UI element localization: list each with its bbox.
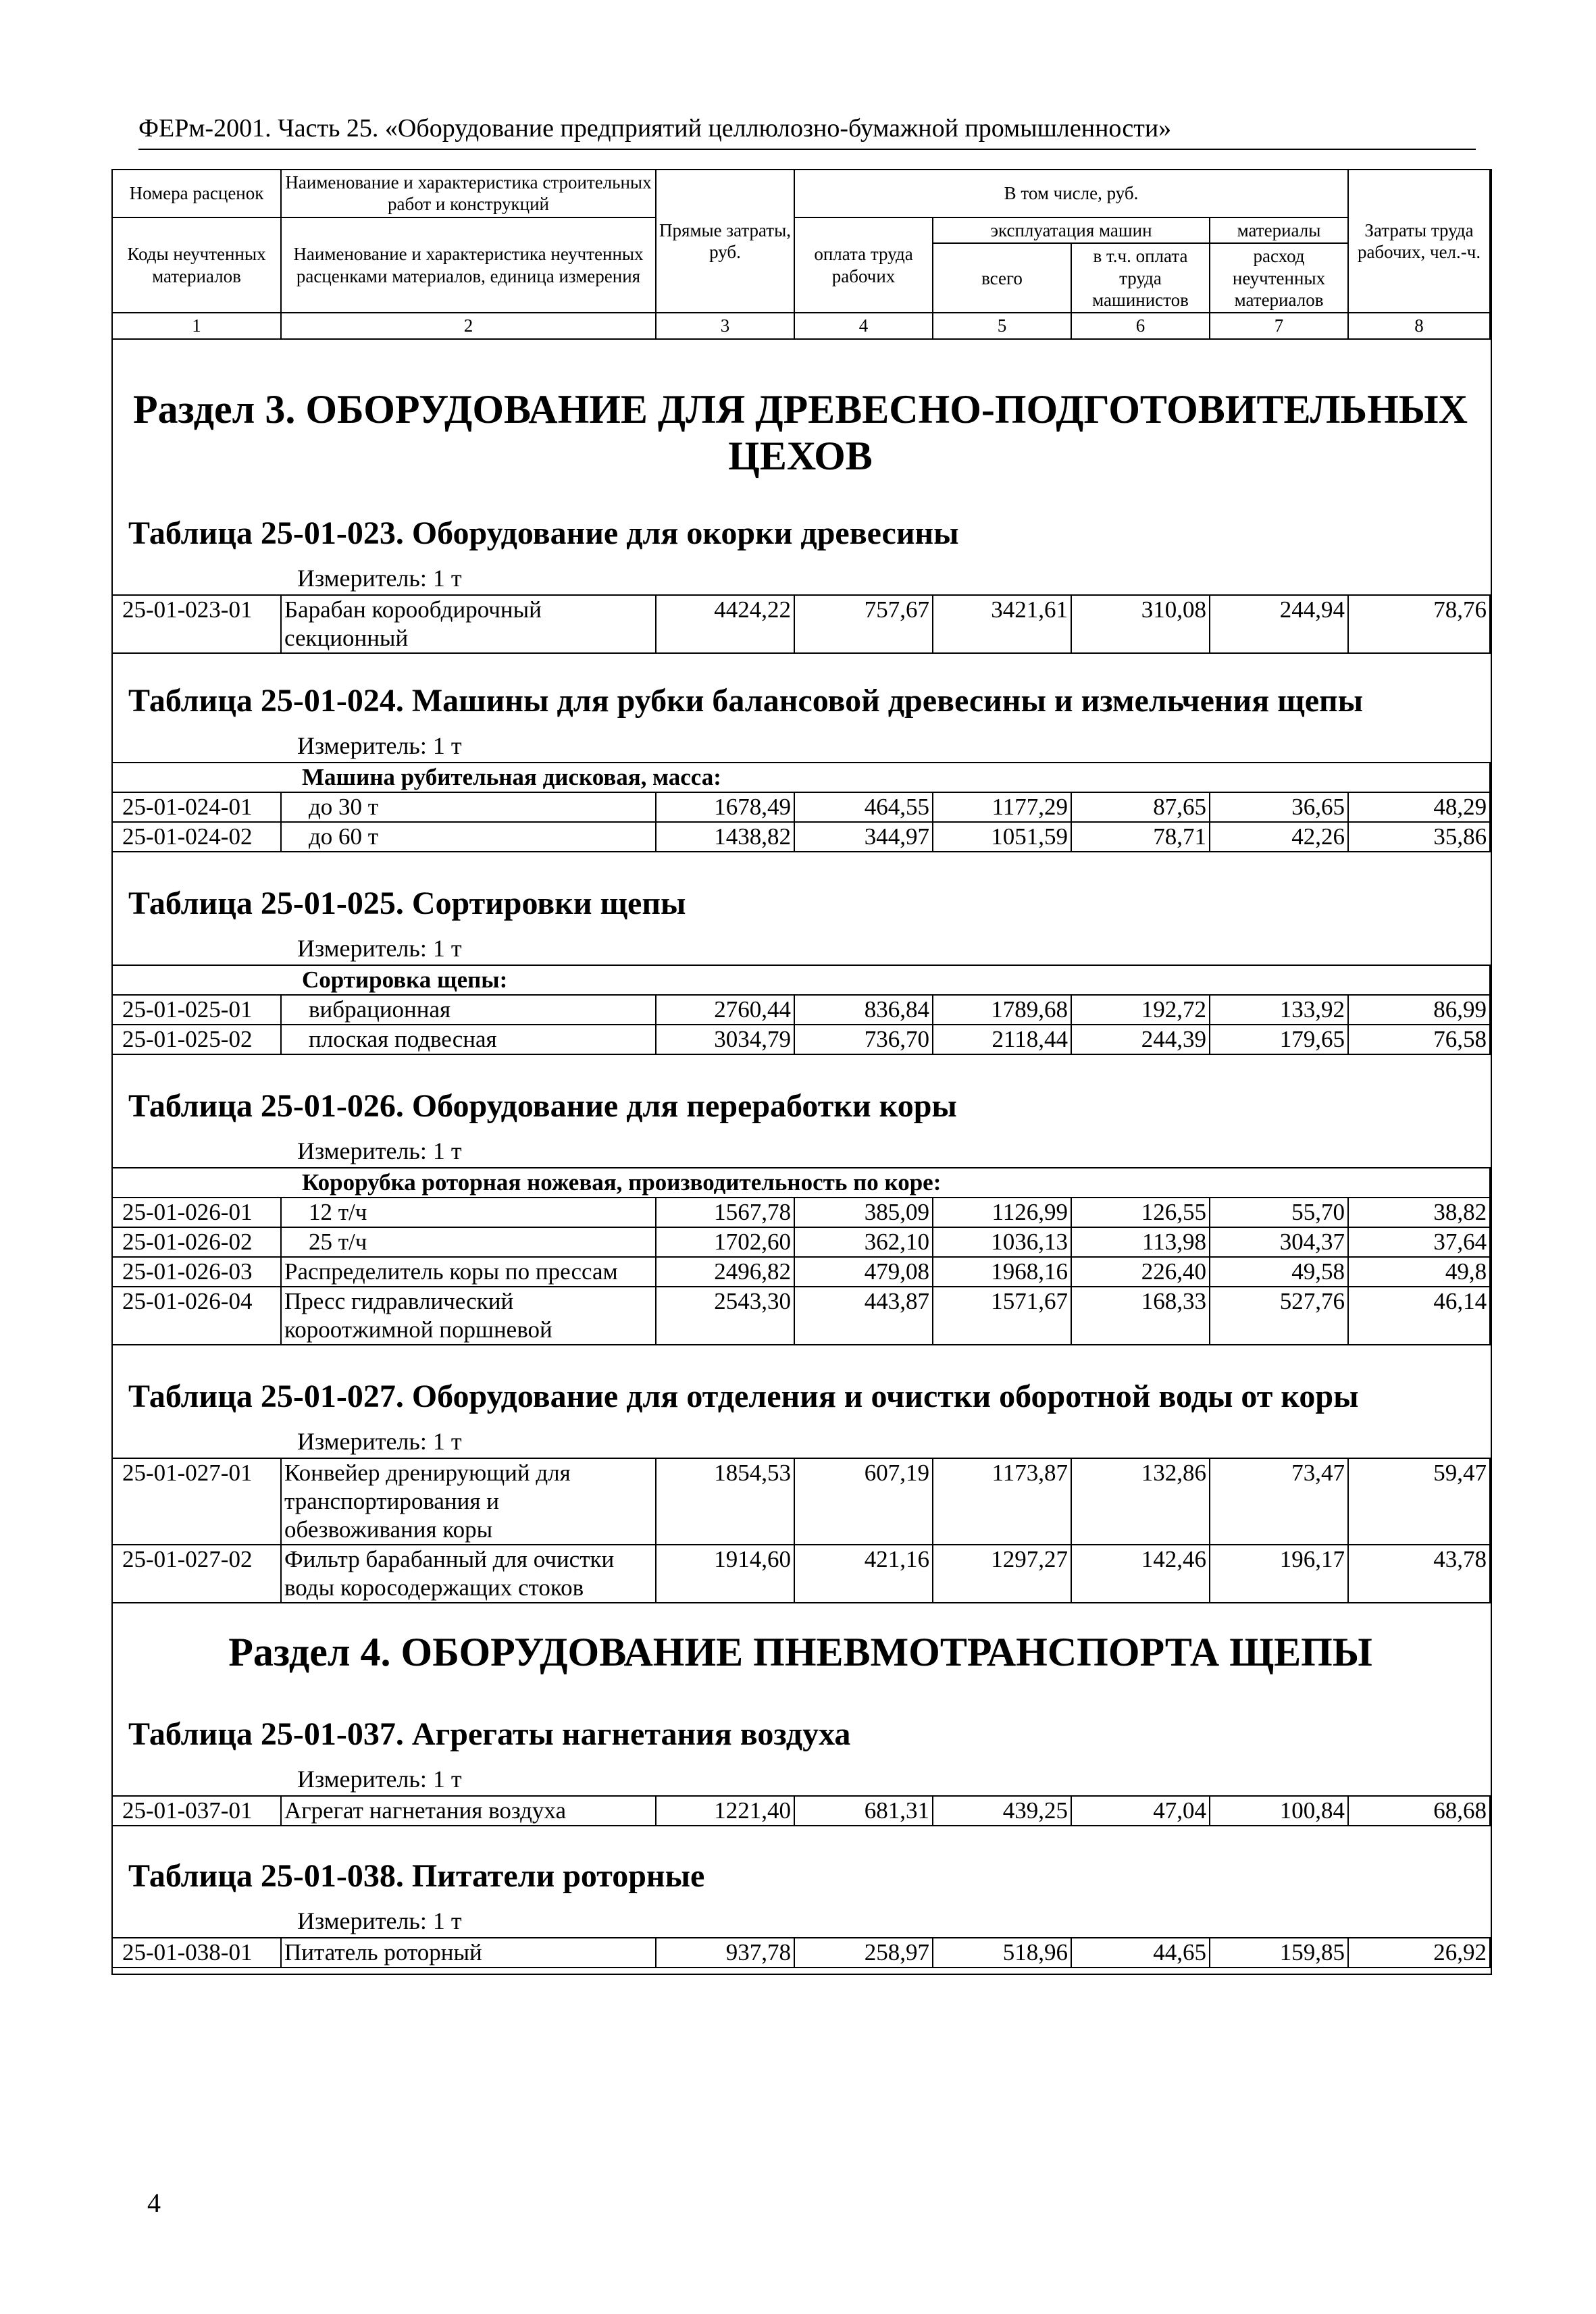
row-name: Барабан корообдирочный секционный xyxy=(281,595,656,653)
table-026-title: Таблица 25-01-026. Оборудование для переработки коры xyxy=(128,1088,957,1124)
row-value: 1126,99 xyxy=(933,1198,1071,1227)
table-025-title: Таблица 25-01-025. Сортировки щепы xyxy=(128,885,686,921)
table-024 xyxy=(111,762,1491,852)
row-value: 443,87 xyxy=(794,1287,933,1345)
row-value: 43,78 xyxy=(1348,1545,1490,1603)
table-row xyxy=(112,1257,1490,1287)
row-value: 1036,13 xyxy=(933,1227,1071,1257)
table-024-title: Таблица 25-01-024. Машины для рубки балансовой древесины и измельчения щепы xyxy=(128,683,1364,719)
row-value: 196,17 xyxy=(1210,1545,1348,1603)
row-value: 87,65 xyxy=(1071,792,1210,822)
table-row xyxy=(112,1545,1490,1603)
table-row xyxy=(112,995,1490,1025)
col4-header: оплата труда рабочих xyxy=(794,217,933,313)
row-value: 1571,67 xyxy=(933,1287,1071,1345)
col3-header: Прямые затраты, руб. xyxy=(656,170,794,313)
row-value: 244,39 xyxy=(1071,1025,1210,1054)
row-value: 464,55 xyxy=(794,792,933,822)
row-value: 4424,22 xyxy=(656,595,794,653)
row-value: 68,68 xyxy=(1348,1796,1490,1826)
col5-header: всего xyxy=(933,243,1071,312)
row-value: 38,82 xyxy=(1348,1198,1490,1227)
row-code: 25-01-026-04 xyxy=(112,1287,281,1345)
table-row xyxy=(112,792,1490,822)
section-3-title: Раздел 3. ОБОРУДОВАНИЕ ДЛЯ ДРЕВЕСНО-ПОДГОТОВИТЕЛЬНЫХ ЦЕХОВ xyxy=(133,387,1468,478)
row-value: 3421,61 xyxy=(933,595,1071,653)
col2-subheader: Наименование и характеристика неучтенных расценками материалов, единица измерения xyxy=(281,217,656,313)
row-value: 26,92 xyxy=(1348,1938,1490,1968)
row-value: 159,85 xyxy=(1210,1938,1348,1968)
row-value: 1173,87 xyxy=(933,1458,1071,1545)
col2-header: Наименование и характеристика строительных работ и конструкций xyxy=(281,170,656,217)
table-023-title: Таблица 25-01-023. Оборудование для окорки древесины xyxy=(128,515,959,551)
row-value: 76,58 xyxy=(1348,1025,1490,1054)
row-value: 59,47 xyxy=(1348,1458,1490,1545)
row-code: 25-01-026-02 xyxy=(112,1227,281,1257)
row-value: 1968,16 xyxy=(933,1257,1071,1287)
row-value: 113,98 xyxy=(1071,1227,1210,1257)
row-name: вибрационная xyxy=(281,995,656,1025)
row-value: 73,47 xyxy=(1210,1458,1348,1545)
row-value: 518,96 xyxy=(933,1938,1071,1968)
table-row xyxy=(112,1198,1490,1227)
row-value: 937,78 xyxy=(656,1938,794,1968)
table-027-title: Таблица 25-01-027. Оборудование для отделения и очистки оборотной воды от коры xyxy=(128,1379,1359,1414)
row-value: 47,04 xyxy=(1071,1796,1210,1826)
table-027-unit: Измеритель: 1 т xyxy=(297,1428,462,1455)
table-026 xyxy=(111,1167,1491,1345)
row-value: 86,99 xyxy=(1348,995,1490,1025)
group-header: В том числе, руб. xyxy=(794,170,1348,217)
row-value: 49,8 xyxy=(1348,1257,1490,1287)
row-value: 244,94 xyxy=(1210,595,1348,653)
row-name: Распределитель коры по прессам xyxy=(281,1257,656,1287)
row-name: Конвейер дренирующий для транспортирования и обезвоживания коры xyxy=(281,1458,656,1545)
row-value: 304,37 xyxy=(1210,1227,1348,1257)
row-name: плоская подвесная xyxy=(281,1025,656,1054)
row-value: 1914,60 xyxy=(656,1545,794,1603)
table-row xyxy=(112,822,1490,852)
table-026-unit: Измеритель: 1 т xyxy=(297,1137,462,1164)
row-code: 25-01-026-01 xyxy=(112,1198,281,1227)
row-value: 1567,78 xyxy=(656,1198,794,1227)
row-value: 344,97 xyxy=(794,822,933,852)
row-value: 192,72 xyxy=(1071,995,1210,1025)
col-number: 5 xyxy=(933,313,1071,338)
row-value: 37,64 xyxy=(1348,1227,1490,1257)
row-value: 1854,53 xyxy=(656,1458,794,1545)
row-value: 132,86 xyxy=(1071,1458,1210,1545)
table-037-title: Таблица 25-01-037. Агрегаты нагнетания воздуха xyxy=(128,1716,851,1752)
row-value: 46,14 xyxy=(1348,1287,1490,1345)
row-value: 736,70 xyxy=(794,1025,933,1054)
row-value: 133,92 xyxy=(1210,995,1348,1025)
row-value: 142,46 xyxy=(1071,1545,1210,1603)
table-row xyxy=(112,1287,1490,1345)
table-row xyxy=(112,1796,1490,1826)
col-number: 4 xyxy=(794,313,933,338)
row-value: 179,65 xyxy=(1210,1025,1348,1054)
row-value: 607,19 xyxy=(794,1458,933,1545)
row-name: 12 т/ч xyxy=(281,1198,656,1227)
row-code: 25-01-038-01 xyxy=(112,1938,281,1968)
table-024-unit: Измеритель: 1 т xyxy=(297,732,462,759)
row-value: 527,76 xyxy=(1210,1287,1348,1345)
materials-label: материалы xyxy=(1210,218,1347,243)
col-number: 6 xyxy=(1071,313,1210,338)
section-4-title: Раздел 4. ОБОРУДОВАНИЕ ПНЕВМОТРАНСПОРТА ЩЕПЫ xyxy=(228,1630,1372,1674)
col1-subheader: Коды неучтенных материалов xyxy=(112,217,281,313)
table-038 xyxy=(111,1937,1491,1968)
row-value: 757,67 xyxy=(794,595,933,653)
column-header-table xyxy=(111,169,1491,340)
row-value: 362,10 xyxy=(794,1227,933,1257)
table-025-unit: Измеритель: 1 т xyxy=(297,935,462,962)
table-037-unit: Измеритель: 1 т xyxy=(297,1766,462,1793)
table-038-unit: Измеритель: 1 т xyxy=(297,1907,462,1934)
row-code: 25-01-026-03 xyxy=(112,1257,281,1287)
row-value: 836,84 xyxy=(794,995,933,1025)
row-value: 1177,29 xyxy=(933,792,1071,822)
row-value: 258,97 xyxy=(794,1938,933,1968)
row-value: 479,08 xyxy=(794,1257,933,1287)
row-code: 25-01-024-02 xyxy=(112,822,281,852)
machines-header xyxy=(933,217,1210,313)
table-025 xyxy=(111,965,1491,1055)
row-value: 226,40 xyxy=(1071,1257,1210,1287)
col-number: 8 xyxy=(1348,313,1490,338)
row-value: 35,86 xyxy=(1348,822,1490,852)
group-heading: Машина рубительная дисковая, масса: xyxy=(112,763,1490,792)
row-name: 25 т/ч xyxy=(281,1227,656,1257)
materials-header xyxy=(1210,217,1348,313)
row-value: 49,58 xyxy=(1210,1257,1348,1287)
group-heading: Сортировка щепы: xyxy=(112,965,1490,995)
row-value: 2543,30 xyxy=(656,1287,794,1345)
row-value: 1678,49 xyxy=(656,792,794,822)
row-value: 681,31 xyxy=(794,1796,933,1826)
col-number: 7 xyxy=(1210,313,1348,338)
col1-header: Номера расценок xyxy=(112,170,281,217)
row-value: 44,65 xyxy=(1071,1938,1210,1968)
page-number: 4 xyxy=(147,2188,161,2218)
row-code: 25-01-024-01 xyxy=(112,792,281,822)
row-value: 42,26 xyxy=(1210,822,1348,852)
row-code: 25-01-027-01 xyxy=(112,1458,281,1545)
table-row xyxy=(112,1458,1490,1545)
row-value: 168,33 xyxy=(1071,1287,1210,1345)
table-027 xyxy=(111,1458,1491,1603)
row-value: 1297,27 xyxy=(933,1545,1071,1603)
row-name: Пресс гидравлический короотжимной поршневой xyxy=(281,1287,656,1345)
table-037 xyxy=(111,1795,1491,1826)
row-value: 100,84 xyxy=(1210,1796,1348,1826)
row-value: 385,09 xyxy=(794,1198,933,1227)
col-number: 1 xyxy=(112,313,281,338)
row-value: 1789,68 xyxy=(933,995,1071,1025)
row-value: 78,71 xyxy=(1071,822,1210,852)
row-value: 126,55 xyxy=(1071,1198,1210,1227)
row-value: 2760,44 xyxy=(656,995,794,1025)
col6-header: в т.ч. оплата труда машинистов xyxy=(1092,246,1189,310)
machines-label: эксплуатация машин xyxy=(933,218,1209,243)
row-code: 25-01-037-01 xyxy=(112,1796,281,1826)
table-row xyxy=(112,595,1490,653)
row-value: 78,76 xyxy=(1348,595,1490,653)
row-name: до 30 т xyxy=(281,792,656,822)
row-value: 36,65 xyxy=(1210,792,1348,822)
table-row xyxy=(112,1227,1490,1257)
row-name: до 60 т xyxy=(281,822,656,852)
table-023-unit: Измеритель: 1 т xyxy=(297,565,462,592)
row-value: 439,25 xyxy=(933,1796,1071,1826)
row-code: 25-01-027-02 xyxy=(112,1545,281,1603)
table-038-title: Таблица 25-01-038. Питатели роторные xyxy=(128,1858,705,1894)
row-value: 1702,60 xyxy=(656,1227,794,1257)
row-code: 25-01-023-01 xyxy=(112,595,281,653)
group-heading: Корорубка роторная ножевая, производительность по коре: xyxy=(112,1168,1490,1198)
table-row xyxy=(112,1938,1490,1968)
row-value: 421,16 xyxy=(794,1545,933,1603)
page-header: ФЕРм-2001. Часть 25. «Оборудование предприятий целлюлозно-бумажной промышленности» xyxy=(138,113,1476,150)
row-value: 2118,44 xyxy=(933,1025,1071,1054)
row-value: 48,29 xyxy=(1348,792,1490,822)
row-value: 1221,40 xyxy=(656,1796,794,1826)
col-number: 2 xyxy=(281,313,656,338)
table-row xyxy=(112,1025,1490,1054)
row-name: Агрегат нагнетания воздуха xyxy=(281,1796,656,1826)
row-value: 55,70 xyxy=(1210,1198,1348,1227)
row-name: Питатель роторный xyxy=(281,1938,656,1968)
row-value: 1438,82 xyxy=(656,822,794,852)
row-code: 25-01-025-02 xyxy=(112,1025,281,1054)
col8-header: Затраты труда рабочих, чел.-ч. xyxy=(1348,170,1490,313)
table-023 xyxy=(111,594,1491,654)
row-value: 310,08 xyxy=(1071,595,1210,653)
row-name: Фильтр барабанный для очистки воды коросодержащих стоков xyxy=(281,1545,656,1603)
row-value: 2496,82 xyxy=(656,1257,794,1287)
row-code: 25-01-025-01 xyxy=(112,995,281,1025)
col-number: 3 xyxy=(656,313,794,338)
col7-header: расход неучтенных материалов xyxy=(1232,246,1326,310)
row-value: 1051,59 xyxy=(933,822,1071,852)
row-value: 3034,79 xyxy=(656,1025,794,1054)
